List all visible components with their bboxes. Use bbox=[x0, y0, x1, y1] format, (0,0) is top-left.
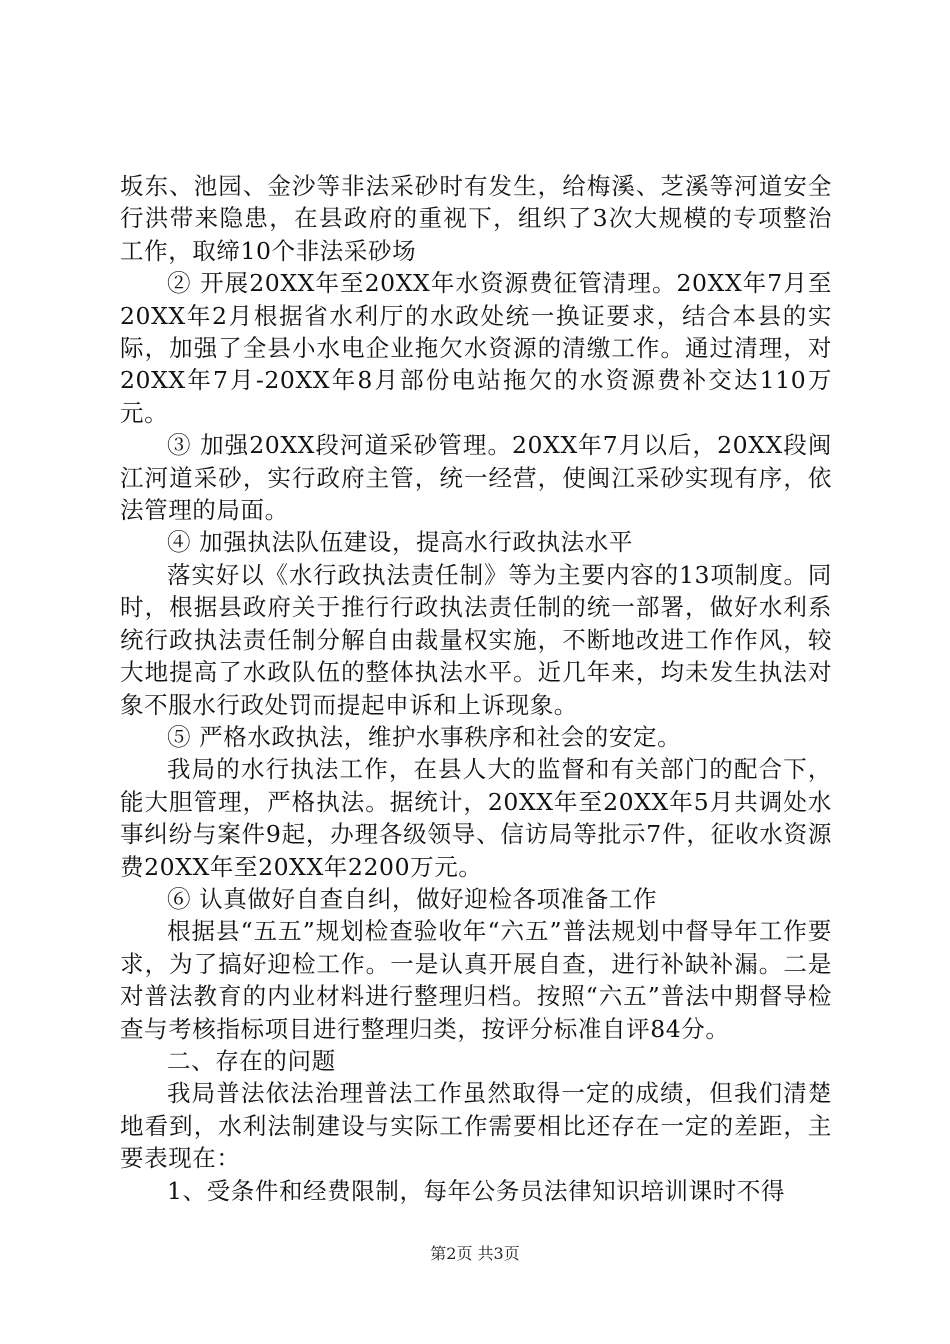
paragraph-1: 坂东、池园、金沙等非法采砂时有发生，给梅溪、芝溪等河道安全行洪带来隐患，在县政府的重视下，组织了3次大规模的专项整治工作，取缔10个非法采砂场 bbox=[120, 172, 832, 265]
paragraph-9: 根据县“五五”规划检查验收年“六五”普法规划中督导年工作要求，为了搞好迎检工作。一是认真开展自查，进行补缺补漏。二是对普法教育的内业材料进行整理归档。按照“六五”普法中期督导检查与考核指标项目进行整理归类，按评分标准自评84分。 bbox=[120, 917, 832, 1043]
paragraph-8: ⑥ 认真做好自查自纠，做好迎检各项准备工作 bbox=[167, 884, 658, 913]
paragraph-3: ③ 加强20XX段河道采砂管理。20XX年7月以后，20XX段闽江河道采砂，实行政府主管，统一经营，使闽江采砂实现有序，依法管理的局面。 bbox=[120, 431, 832, 525]
paragraph-2: ② 开展20XX年至20XX年水资源费征管清理。20XX年7月至20XX年2月根据省水利厅的水政处统一换证要求，结合本县的实际，加强了全县小水电企业拖欠水资源的清缴工作。通过清理，对20XX年7月-20XX年8月部份电站拖欠的水资源费补交达110万元。 bbox=[120, 269, 832, 427]
paragraph-7: 我局的水行执法工作，在县人大的监督和有关部门的配合下，能大胆管理，严格执法。据统计，20XX年至20XX年5月共调处水事纠纷与案件9起，办理各级领导、信访局等批示7件，征收水资源费20XX年至20XX年2200万元。 bbox=[120, 755, 832, 881]
section-heading-problems: 二、存在的问题 bbox=[167, 1046, 336, 1075]
page-footer: 第2页 共3页 bbox=[430, 1244, 520, 1263]
paragraph-12: 1、受条件和经费限制，每年公务员法律知识培训课时不得 bbox=[167, 1176, 786, 1205]
paragraph-4: ④ 加强执法队伍建设，提高水行政执法水平 bbox=[167, 528, 633, 557]
paragraph-11: 我局普法依法治理普法工作虽然取得一定的成绩，但我们清楚地看到，水利法制建设与实际工作需要相比还存在一定的差距，主要表现在： bbox=[120, 1079, 832, 1173]
paragraph-6: ⑤ 严格水政执法，维护水事秩序和社会的安定。 bbox=[167, 722, 682, 751]
paragraph-5: 落实好以《水行政执法责任制》等为主要内容的13项制度。同时，根据县政府关于推行行政执法责任制的统一部署，做好水利系统行政执法责任制分解自由裁量权实施，不断地改进工作作风，较大地提高了水政队伍的整体执法水平。近几年来，均未发生执法对象不服水行政处罚而提起申诉和上诉现象。 bbox=[120, 560, 832, 719]
document-body bbox=[120, 170, 832, 1207]
